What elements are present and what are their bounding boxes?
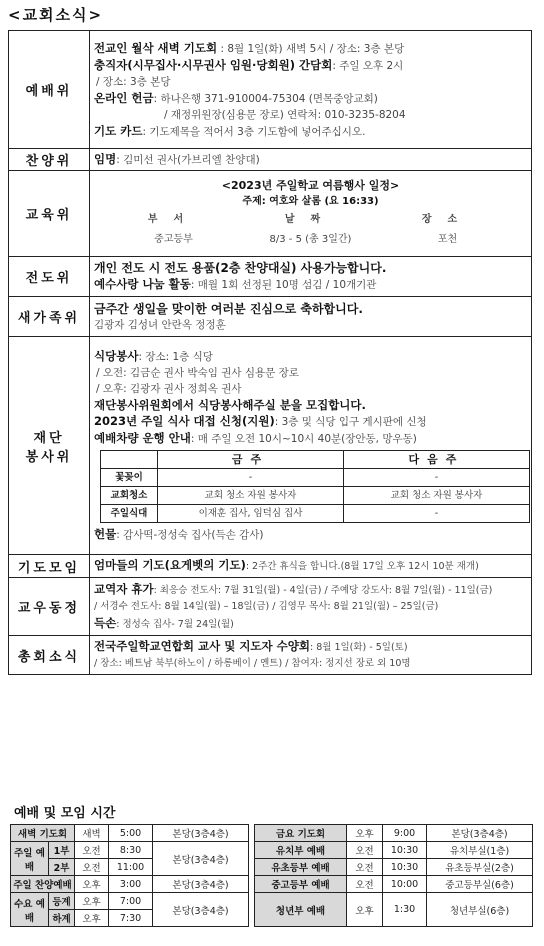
- retreat-detail: / 장소: 베트남 북부(하노이 / 하롱베이 / 옌트) / 참여자: 정지선 장로 외 10명: [94, 658, 411, 669]
- schedule-name: 금요 기도회: [255, 825, 347, 842]
- prayer-detail: : 2주간 휴식을 합니다.(8월 17일 오후 12시 10분 재개): [245, 561, 479, 572]
- kitchen-service-place: : 장소: 1층 식당: [138, 351, 213, 363]
- staff-vacation-2: / 서경수 전도사: 8월 14일(월) – 18일(금) / 김영무 목사: 8월 21일(월) – 25일(금): [94, 600, 439, 612]
- volunteer-cell: 교회 청소 자원 봉사자: [158, 487, 344, 505]
- retreat-date: : 8월 1일(화) - 5일(토): [309, 642, 408, 653]
- table-row: [101, 505, 530, 523]
- schedule-name: 주일 예배: [11, 842, 49, 876]
- schedule-time: 3:00: [109, 876, 153, 893]
- edu-dept: 중고등부: [154, 233, 193, 245]
- staff-vacation-title: 교역자 휴가: [94, 581, 154, 596]
- schedule-sub: 등계: [49, 893, 75, 910]
- schedule-time: 5:00: [109, 825, 153, 842]
- service-content: [90, 337, 532, 555]
- schedule-ampm: 오전: [75, 859, 109, 876]
- volunteer-row-label: 주일식대: [101, 505, 158, 523]
- newfamily-content: [90, 297, 532, 337]
- schedule-time: 1:30: [383, 893, 427, 927]
- schedule-time: 9:00: [383, 825, 427, 842]
- table-row: [11, 859, 533, 876]
- schedule-sub: 2부: [49, 859, 75, 876]
- category-service: 재단 봉사위: [9, 337, 90, 555]
- schedule-gap: [249, 910, 255, 927]
- education-title: <2023년 주일학교 여름행사 일정>: [221, 178, 400, 192]
- table-row: [101, 469, 530, 487]
- grandchild-detail: : 정성숙 집사- 7월 24일(월): [116, 618, 234, 630]
- education-content: [90, 171, 532, 257]
- assembly-content: [90, 636, 532, 675]
- schedule-ampm: 오후: [75, 910, 109, 927]
- schedule-place: 본당(3층4층): [153, 842, 249, 876]
- edu-col-dept-header: 부서: [147, 213, 200, 225]
- volunteer-header-this-week: 금주: [158, 451, 344, 469]
- schedule-ampm: 오후: [75, 893, 109, 910]
- edu-date: 8/3 - 5 (총 3일간): [269, 233, 352, 245]
- category-assembly: 총회소식: [9, 636, 90, 675]
- schedule-place: 본당(3층4층): [153, 893, 249, 927]
- online-offering-title: 온라인 헌금: [94, 90, 154, 105]
- volunteer-header-next-week: 다음주: [344, 451, 530, 469]
- choir-detail: : 김미선 권사(가브리엘 찬양대): [116, 154, 260, 166]
- schedule-ampm: 오전: [347, 876, 383, 893]
- schedule-time: 11:00: [109, 859, 153, 876]
- category-choir: 찬양위: [9, 149, 90, 171]
- worship-meeting-title: 충직자(시무집사·시무권사 임원·당회원) 간담회: [94, 57, 333, 72]
- donation-detail: : 감사떡-정성숙 집사(득손 감사): [116, 529, 264, 541]
- schedule-name: 유치부 예배: [255, 842, 347, 859]
- schedule-title: 예배 및 모임 시간: [14, 806, 116, 821]
- schedule-place: 본당(3층4층): [153, 825, 249, 842]
- volunteer-cell: 이재훈 집사, 임덕심 집사: [158, 505, 344, 523]
- evangelism-sharing-title: 예수사랑 나눔 활동: [94, 277, 191, 291]
- schedule-place: 유치부실(1층): [427, 842, 533, 859]
- donation-title: 헌물: [94, 527, 117, 541]
- category-members: 교우동정: [9, 578, 90, 636]
- schedule-name: 중고등부 예배: [255, 876, 347, 893]
- schedule-place: 청년부실(6층): [427, 893, 533, 927]
- schedule-time: 10:30: [383, 859, 427, 876]
- schedule-sub: 하계: [49, 910, 75, 927]
- schedule-time: 8:30: [109, 842, 153, 859]
- edu-place: 포천: [437, 233, 458, 245]
- meal-apply-title: 2023년 주일 식사 대접 신청(지원): [94, 414, 275, 428]
- volunteer-row-label: 꽃꽂이: [101, 469, 158, 487]
- volunteer-table-corner: [101, 451, 158, 469]
- schedule-ampm: 오후: [347, 893, 383, 927]
- schedule-name: 유초등부 예배: [255, 859, 347, 876]
- schedule-ampm: 오전: [75, 842, 109, 859]
- prayer-card-title: 기도 카드: [94, 123, 143, 138]
- schedule-ampm: 오전: [347, 859, 383, 876]
- choir-title: 임명: [94, 152, 117, 166]
- category-newfamily: 새가족위: [9, 297, 90, 337]
- category-worship: 예배위: [9, 31, 90, 149]
- education-grid-values: [94, 230, 527, 250]
- kitchen-service-am: / 오전: 김금순 권사 박숙임 권사 심용문 장로: [96, 367, 299, 379]
- schedule-name: 수요 예배: [11, 893, 49, 927]
- volunteer-table: [100, 450, 530, 523]
- volunteer-cell: -: [344, 505, 530, 523]
- online-offering-account: : 하나은행 371-910004-75304 (면목중앙교회): [153, 92, 378, 105]
- table-row: [11, 893, 533, 910]
- volunteer-cell: -: [344, 469, 530, 487]
- members-content: [90, 578, 532, 636]
- worship-content: [90, 31, 532, 149]
- birthday-message: 금주간 생일을 맞이한 여러분 진심으로 축하합니다.: [94, 301, 363, 316]
- schedule-time: 10:00: [383, 876, 427, 893]
- vehicle-title: 예배차량 운행 안내: [94, 431, 191, 445]
- schedule-name: 주일 찬양예배: [11, 876, 75, 893]
- table-row: [11, 842, 533, 859]
- schedule-place: 본당(3층4층): [153, 876, 249, 893]
- schedule-time: 7:30: [109, 910, 153, 927]
- edu-col-place-header: 장소: [421, 213, 474, 225]
- schedule-ampm: 새벽: [75, 825, 109, 842]
- volunteer-cell: 교회 청소 자원 봉사자: [344, 487, 530, 505]
- worship-dawn-title: 전교인 월삭 새벽 기도회: [94, 40, 218, 55]
- education-subtitle: 주제: 여호와 살롬 (요 16:33): [242, 195, 379, 207]
- prayer-card-detail: : 기도제목을 적어서 3층 기도함에 넣어주십시오.: [142, 125, 366, 138]
- category-prayer: 기도모임: [9, 555, 90, 578]
- category-evangelism: 전도위: [9, 257, 90, 297]
- schedule-name: 청년부 예배: [255, 893, 347, 927]
- schedule-place: 중고등부실(6층): [427, 876, 533, 893]
- retreat-title: 전국주일학교연합회 교사 및 지도자 수양회: [94, 639, 310, 653]
- meal-apply-detail: : 3층 및 식당 입구 게시판에 신청: [274, 416, 427, 428]
- evangelism-line1: 개인 전도 시 전도 용품(2층 찬양대실) 사용가능합니다.: [94, 261, 387, 275]
- table-row: [101, 487, 530, 505]
- category-education: 교육위: [9, 171, 90, 257]
- schedule-name: 새벽 기도회: [11, 825, 75, 842]
- evangelism-content: [90, 257, 532, 297]
- worship-meeting-place: / 장소: 3층 본당: [96, 75, 171, 88]
- evangelism-sharing-detail: : 매월 1회 선정된 10명 섬김 / 10개기관: [190, 279, 377, 291]
- church-news-table: [8, 30, 532, 675]
- schedule-ampm: 오전: [347, 842, 383, 859]
- schedule-table: [10, 824, 533, 927]
- schedule-place: 본당(3층4층): [427, 825, 533, 842]
- kitchen-service-pm: / 오후: 김광자 권사 정희옥 권사: [96, 383, 242, 395]
- schedule-sub: 1부: [49, 842, 75, 859]
- section-header: <교회소식>: [8, 6, 104, 24]
- staff-vacation-1: : 최응승 전도사: 7월 31일(월) - 4일(금) / 주예당 강도사: 8월 7일(월) - 11일(금): [153, 584, 493, 596]
- prayer-content: [90, 555, 532, 578]
- edu-col-date-header: 날짜: [284, 213, 337, 225]
- volunteer-row-label: 교회청소: [101, 487, 158, 505]
- grandchild-title: 득손: [94, 615, 117, 630]
- table-row: [11, 825, 533, 842]
- schedule-place: 유초등부실(2층): [427, 859, 533, 876]
- worship-meeting-detail: : 주일 오후 2시: [332, 59, 404, 72]
- birthday-names: 김광자 김성녀 안란옥 정정훈: [94, 318, 226, 331]
- schedule-time: 7:00: [109, 893, 153, 910]
- table-row: [11, 876, 533, 893]
- online-offering-contact: / 재정위원장(심용문 장로) 연락처: 010-3235-8204: [164, 108, 406, 121]
- schedule-time: 10:30: [383, 842, 427, 859]
- vehicle-detail: : 매 주일 오전 10시~10시 40분(장안동, 망우동): [190, 433, 417, 445]
- schedule-ampm: 오후: [347, 825, 383, 842]
- worship-dawn-detail: : 8월 1일(화) 새벽 5시 / 장소: 3층 본당: [217, 42, 405, 55]
- choir-content: [90, 149, 532, 171]
- volunteer-cell: -: [158, 469, 344, 487]
- kitchen-service-title: 식당봉사: [94, 349, 139, 363]
- prayer-title: 엄마들의 기도(요게벳의 기도): [94, 558, 246, 572]
- education-grid: [94, 210, 527, 230]
- kitchen-recruit: 재단봉사위원회에서 식당봉사해주실 분을 모집합니다.: [94, 398, 366, 412]
- schedule-ampm: 오후: [75, 876, 109, 893]
